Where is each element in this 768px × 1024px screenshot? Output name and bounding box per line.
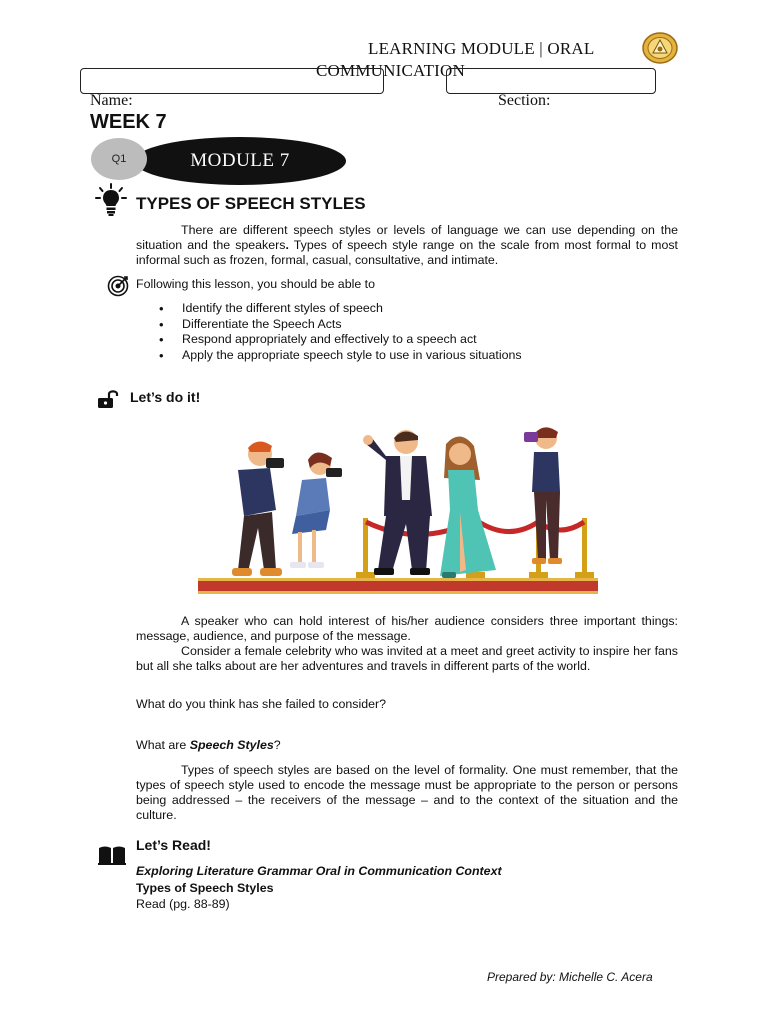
prepared-by: Prepared by: Michelle C. Acera	[487, 970, 653, 984]
objective-item: • Apply the appropriate speech style to use in various situations	[156, 348, 656, 364]
objectives-lead: Following this lesson, you should be able to	[136, 277, 376, 291]
lets-read-heading: Let’s Read!	[136, 837, 211, 853]
lets-do-it-heading: Let’s do it!	[130, 389, 201, 405]
topic-title: TYPES OF SPEECH STYLES	[136, 194, 366, 213]
book-title: Exploring Literature Grammar Oral in Communication Context	[136, 864, 502, 878]
objective-item: • Respond appropriately and effectively to a speech act	[156, 332, 656, 348]
quarter-badge: Q1	[91, 138, 147, 180]
red-carpet-illustration	[198, 420, 598, 605]
school-seal-icon	[642, 32, 678, 64]
objective-item: • Identify the different styles of speech	[156, 301, 656, 317]
module-label: MODULE 7	[190, 150, 290, 171]
objectives-list	[156, 301, 656, 364]
target-icon	[107, 275, 129, 297]
chapter-title: Types of Speech Styles	[136, 881, 274, 895]
week-title: WEEK 7	[90, 111, 167, 133]
name-label: Name:	[90, 92, 133, 109]
module-badge	[134, 137, 346, 185]
activity-paragraph-1: A speaker who can hold interest of his/her audience considers three important things: message, audience, and purpose of the message.	[136, 614, 678, 643]
definition-paragraph: Types of speech styles are based on the level of formality. One must remember, that the types of speech style used to encode the message must be appropriate to the person or persons being addressed – the receivers of the message – and to the context of the situation and the culture.	[136, 763, 678, 822]
objective-item: • Differentiate the Speech Acts	[156, 317, 656, 333]
speech-styles-term: Speech Styles	[189, 738, 274, 752]
activity-question: What do you think has she failed to consider?	[136, 697, 387, 711]
lightbulb-icon	[94, 183, 128, 217]
reading-pages: Read (pg. 88-89)	[136, 897, 230, 911]
what-are-question: What are Speech Styles?	[136, 738, 281, 752]
book-icon	[98, 845, 126, 865]
activity-paragraph-2: Consider a female celebrity who was invited at a meet and greet activity to inspire her fans but all she talks about are her adventures and travels in different parts of the world.	[136, 644, 678, 673]
module-header-title: LEARNING MODULE | ORAL COMMUNICATION	[316, 39, 595, 80]
unlock-icon	[97, 389, 121, 409]
name-field-box[interactable]	[80, 68, 384, 94]
intro-paragraph: There are different speech styles or levels of language we can use depending on the situation and the speakers. Types of speech style range on the scale from most formal to most informal such as frozen, formal, casual, consultative, and intimate.	[136, 223, 678, 267]
section-field-box[interactable]	[446, 68, 656, 94]
section-label: Section:	[498, 92, 551, 109]
activity-text	[136, 614, 678, 674]
